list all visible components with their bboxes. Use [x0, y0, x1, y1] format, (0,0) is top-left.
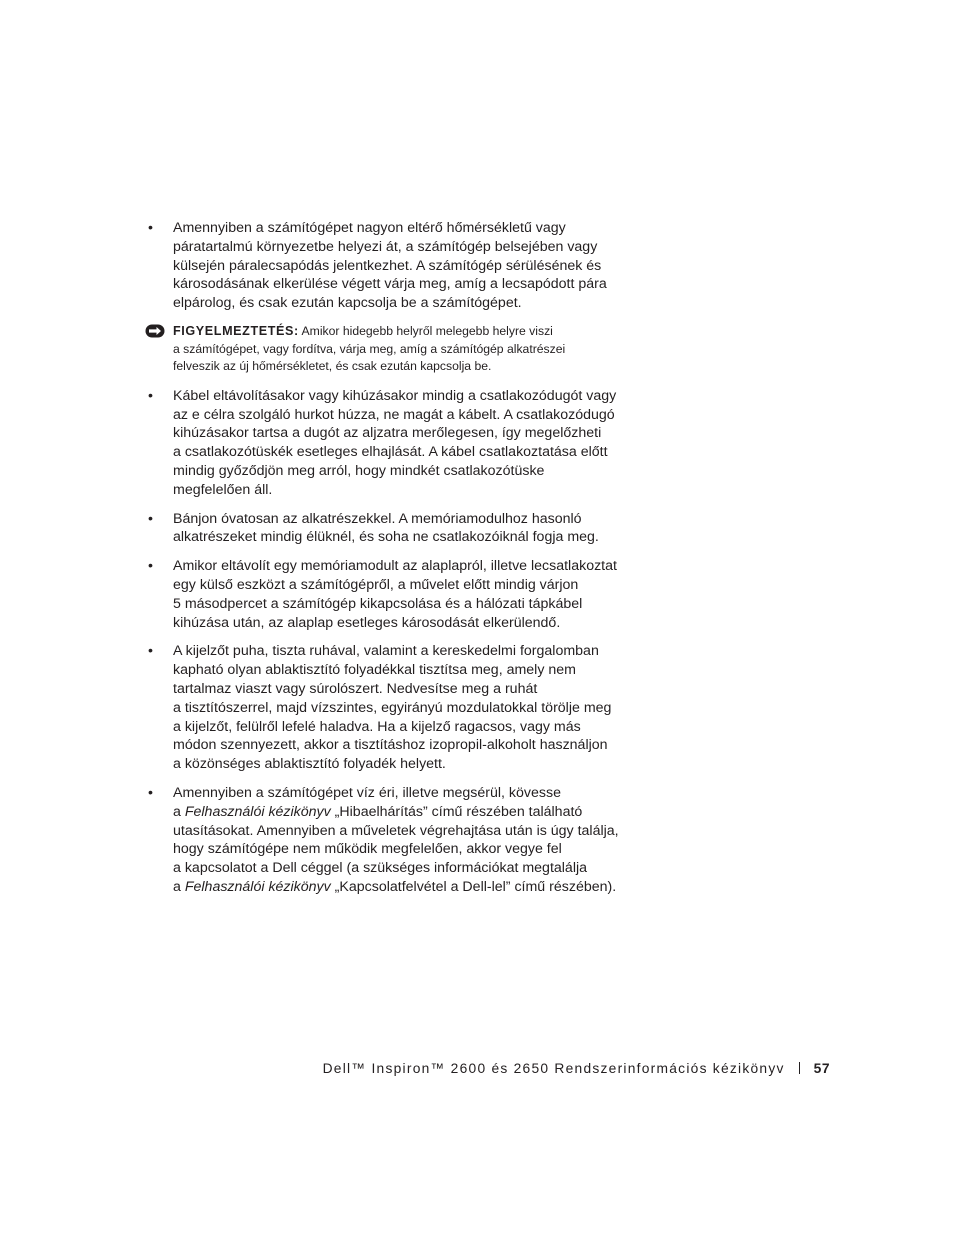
text-line: Amennyiben a számítógépet víz éri, illetve megsérül, kövesse [173, 784, 561, 801]
text-line: elpárolog, és csak ezután kapcsolja be a számítógépet. [173, 295, 522, 312]
text-line: kihúzásakor tartsa a dugót az aljzatra merőlegesen, így megelőzheti [173, 425, 602, 442]
text-line: károsodásának elkerülése végett várja meg, amíg a lecsapódott pára [173, 276, 607, 293]
text-line: külsején páralecsapódás jelentkezhet. A számítógép sérülésének és [173, 257, 602, 274]
text-line: A kijelzőt puha, tiszta ruhával, valamint a kereskedelmi forgalomban [173, 643, 599, 660]
text-line: a kijelzőt, felülről lefelé haladva. Ha a kijelző ragacsos, vagy más [173, 718, 581, 735]
text-line: 5 másodpercet a számítógép kikapcsolása és a hálózati tápkábel [173, 595, 583, 612]
text-line: felveszik az új hőmérsékletet, és csak ezután kapcsolja be. [173, 359, 492, 374]
text-line: Kábel eltávolításakor vagy kihúzásakor mindig a csatlakozódugót vagy [173, 387, 617, 404]
text-line [173, 878, 645, 897]
text-line: a számítógépet, vagy fordítva, várja meg, amíg a számítógép alkatrészei [173, 341, 566, 356]
text-line: a kapcsolatot a Dell céggel (a szükséges információkat megtalálja [173, 860, 588, 877]
text-line: egy külső eszközt a számítógépről, a művelet előtt mindig várjon [173, 576, 579, 593]
text-line [173, 323, 645, 341]
text-fragment: „Hibaelhárítás” című részében található [330, 803, 583, 820]
text-fragment: „Kapcsolatfelvétel a Dell-lel” című részében). [330, 878, 617, 895]
bullet-marker: • [148, 510, 153, 527]
text-line: tartalmaz viaszt vagy súrolószert. Nedvesítse meg a ruhát [173, 680, 538, 697]
text-line: az e célra szolgáló hurkot húzza, ne magát a kábelt. A csatlakozódugó [173, 406, 615, 423]
text-line: Amikor eltávolít egy memóriamodult az alaplapról, illetve lecsatlakoztat [173, 558, 617, 575]
notice-text: Amikor hidegebb helyről melegebb helyre viszi [298, 323, 553, 338]
text-line: Bánjon óvatosan az alkatrészekkel. A memóriamodulhoz hasonló [173, 510, 582, 527]
text-line: módon szennyezett, akkor a tisztításhoz izopropil-alkoholt használjon [173, 737, 608, 754]
text-line: kihúzása után, az alaplap esetleges károsodását elkerülendő. [173, 614, 561, 631]
page-body [145, 219, 645, 897]
footer-title: Dell™ Inspiron™ 2600 és 2650 Rendszerinformációs kézikönyv [322, 1061, 785, 1076]
bullet-marker: • [148, 784, 153, 801]
manual-title: Felhasználói kézikönyv [184, 878, 331, 895]
list-item [145, 387, 645, 500]
text-line: a tisztítószerrel, majd vízszintes, egyirányú mozdulatokkal törölje meg [173, 699, 612, 716]
page-footer [323, 1061, 830, 1076]
list-item [145, 557, 645, 632]
bullet-marker: • [148, 220, 153, 236]
text-line [173, 803, 645, 822]
text-line: Amennyiben a számítógépet nagyon eltérő hőmérsékletű vagy [173, 220, 566, 236]
text-line: a közönséges ablaktisztító folyadék helyett. [173, 756, 446, 773]
bullet-marker: • [148, 387, 153, 404]
bullet-marker: • [148, 558, 153, 575]
footer-divider [799, 1062, 800, 1074]
notice-block [145, 323, 645, 376]
bullet-marker: • [148, 643, 153, 660]
text-line: megfelelően áll. [173, 481, 273, 498]
text-fragment: a [173, 878, 185, 895]
text-line: a csatlakozótüskék esetleges elhajlását. A kábel csatlakoztatása előtt [173, 444, 608, 461]
list-item [145, 784, 645, 897]
text-line: utasításokat. Amennyiben a műveletek végrehajtása után is úgy találja, [173, 822, 619, 839]
list-item [145, 642, 645, 774]
list-item [145, 219, 645, 313]
text-fragment: a [173, 803, 185, 820]
text-line: mindig győződjön meg arról, hogy mindkét csatlakozótüske [173, 462, 545, 479]
text-line: alkatrészeket mindig élüknél, és soha ne csatlakozóiknál fogja meg. [173, 529, 599, 546]
text-line: páratartalmú környezetbe helyezi át, a számítógép belsejében vagy [173, 238, 598, 255]
text-line: kapható olyan ablaktisztító folyadékkal tisztítsa meg, amely nem [173, 662, 576, 679]
notice-label: FIGYELMEZTETÉS: [173, 323, 299, 338]
text-line: hogy számítógépe nem működik megfelelően, akkor vegye fel [173, 841, 562, 858]
page-number: 57 [813, 1061, 830, 1076]
manual-title: Felhasználói kézikönyv [184, 803, 331, 820]
list-item [145, 510, 645, 548]
notice-arrow-icon [145, 324, 165, 338]
